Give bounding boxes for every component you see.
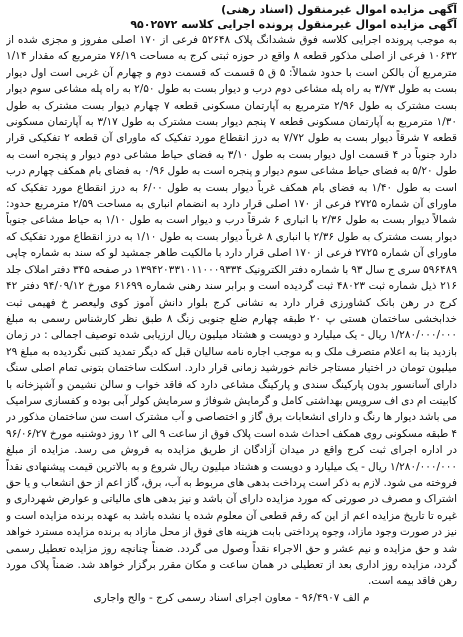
notice-subtitle: آگهی مزایده اموال غیرمنقول پرونده اجرایی کلاسه ۹۵۰۲۵۷۲ — [130, 18, 457, 31]
notice-body: به موجب پرونده اجرایی کلاسه فوق ششدانگ پلاک ۵۲۶۴۸ فرعی از ۱۷۰ اصلی مفروز و مجزی شده از ۱۰۶۳۲ فرعی از اصلی مذکور قطعه ۸ واقع در حوزه ثبتی کرج به مساحت ۷۶/۱۹ مترمربع که مقدار ۱/۱۴ مترمربع آن بالکن است با حدود شمالاً: ۵ ق ۵ قسمت که قسمت دوم و چهارم آن غربی است اول دیوار بست به طول ۳/۷۳ به راه پله مشاعی دوم درب و دیوار بست به طول ۲/۵۰ به راه پله مشاعی سوم دیوار بست مشترک به طول ۲/۹۶ مترمربع به آپارتمان مسکونی قطعه ۷ چهارم دیوار بست مشترک به طول ۱/۳۰ مترمربع به آپارتمان مسکونی قطعه ۷ پنجم دیوار بست مشترک به طول ۳/۱۷ به آپارتمان مسکونی قطعه ۷ شرقاً دیوار بست به طول ۷/۷۲ به درز انقطاع مورد تفکیک که ماورای آن قطعه ۲ تفکیکی قرار دارد جنوباً در ۴ قسمت اول دیوار بست به طول ۳/۱۰ به فضای حیاط مشاعی دوم دیوار و پنجره است به طول ۵/۲۰ به فضای حیاط مشاعی سوم دیوار و پنجره است به طول ۰/۹۶ به فضای بام همکف چهارم درب است به طول ۱/۴۰ به فضای بام همکف غرباً دیوار بست به طول ۶/۰۰ به درز انقطاع مورد تفکیک که ماورای آن شماره ۲۷۲۵ فرعی از ۱۷۰ اصلی قرار دارد به انضمام انباری به مساحت ۲/۵۹ مترمربع حدود: شمالاً دیوار بست به طول ۲/۳۶ با انباری ۶ شرقاً درب و دیوار است به طول ۱/۱۰ به حیاط مشاعی جنوباً دیوار بست مشترک به طول ۲/۳۶ با انباری ۸ غرباً دیوار بست به طول ۱/۱۰ به درز انقطاع مورد تفکیک که ماورای آن شماره ۲۷۲۵ فرعی از ۱۷۰ اصلی قرار دارد با مالکیت طاهر جمشید لو که سند به شماره چاپی ۵۹۶۴۸۹ سری ج سال ۹۳ با شماره دفتر الکترونیک ۱۳۹۴۲۰۳۳۱۰۱۱۰۰۰۹۳۳۴ در صفحه ۳۴۵ دفتر املاک جلد ۲۱۶ ذیل شماره ثبت ۴۸۰۲۳ ثبت گردیده است و برابر سند رهنی شماره ۶۱۶۹۹ مورخ ۹۴/۰۹/۱۲ دفتر ۴۲ کرج در رهن بانک کشاورزی قرار دارد به نشانی کرج بلوار دانش آموز کوی ولیعصر خ فهیمی ثبت خدابخشی ساختمان هستی پ ۲۰ طبقه چهارم ضلع جنوبی زنگ ۸ طبق نظر کارشناس رسمی به مبلغ ۱/۲۸۰/۰۰۰/۰۰۰ ریال - یک میلیارد و دویست و هشتاد میلیون ریال ارزیابی شده توصیف اجمالی : در زمان بازدید بنا به اعلام متصرف ملک و به موجب اجاره نامه سالیان قبل که دیگر تمدید کتبی نگردیده به مبلغ ۲۹ میلیون تومان در اختیار مستاجر خانم خورشید زمانی قرار دارد. اسکلت ساختمان بتونی تمام اصلی سنگ دارای آسانسور بدون پارکینگ سندی و پارکینگ مشاعی دارد که فاقد خواب و سالن نشیمن و آشپزخانه با کابینت ام دی اف سرویس بهداشتی کامل و گرمایش شوفاژ و سرمایش کولر آبی بوده و کفسازی سرامیک می باشد دیوار ها رنگ و دارای انشعابات برق گاز و اختصاصی و آب مشترک است سن ساختمان مذکور در ۴ طبقه مسکونی روی همکف احداث شده است پلاک فوق از ساعت ۹ الی ۱۲ روز دوشنبه مورخ ۹۶/۰۶/۲۷ در اداره اجرای ثبت کرج واقع در میدان آزادگان از طریق مزایده به فروش می رسد. مزایده از مبلغ ۱/۲۸۰/۰۰۰/۰۰۰ ریال - یک میلیارد و دویست و هشتاد میلیون ریال شروع و به بالاترین قیمت پیشنهادی نقداً فروخته می شود. لازم به ذکر است پرداخت بدهی های مربوط به آب، برق، گاز اعم از حق انشعاب و یا حق اشتراک و مصرف در صورتی که مورد مزایده دارای آن باشد و نیز بدهی های مالیاتی و عوارض شهرداری و غیره تا تاریخ مزایده اعم از این که رقم قطعی آن معلوم شده یا نشده باشد به عهده برنده مزایده است و نیز در صورت وجود مازاد، وجوه پرداختی بابت هزینه های فوق از محل مازاد به برنده مزایده مسترد خواهد شد و حق مزایده و نیم عشر و حق الاجراء نقداً وصول می گردد. ضمناً چنانچه روز مزایده تعطیل رسمی گردد، مزایده روز اداری بعد از تعطیلی در همان ساعت و مکان مقرر برگزار خواهد شد. ضمناً پلاک مورد رهن فاقد بیمه است. — [6, 34, 457, 588]
notice-title: آگهی مزایده اموال غیرمنقول (اسناد رهنی) — [221, 3, 457, 16]
auction-notice — [6, 2, 457, 633]
notice-footer: م الف ۹۶/۴۹۰۷ - معاون اجرای اسناد رسمی کرج - والح واجاری — [93, 591, 370, 604]
